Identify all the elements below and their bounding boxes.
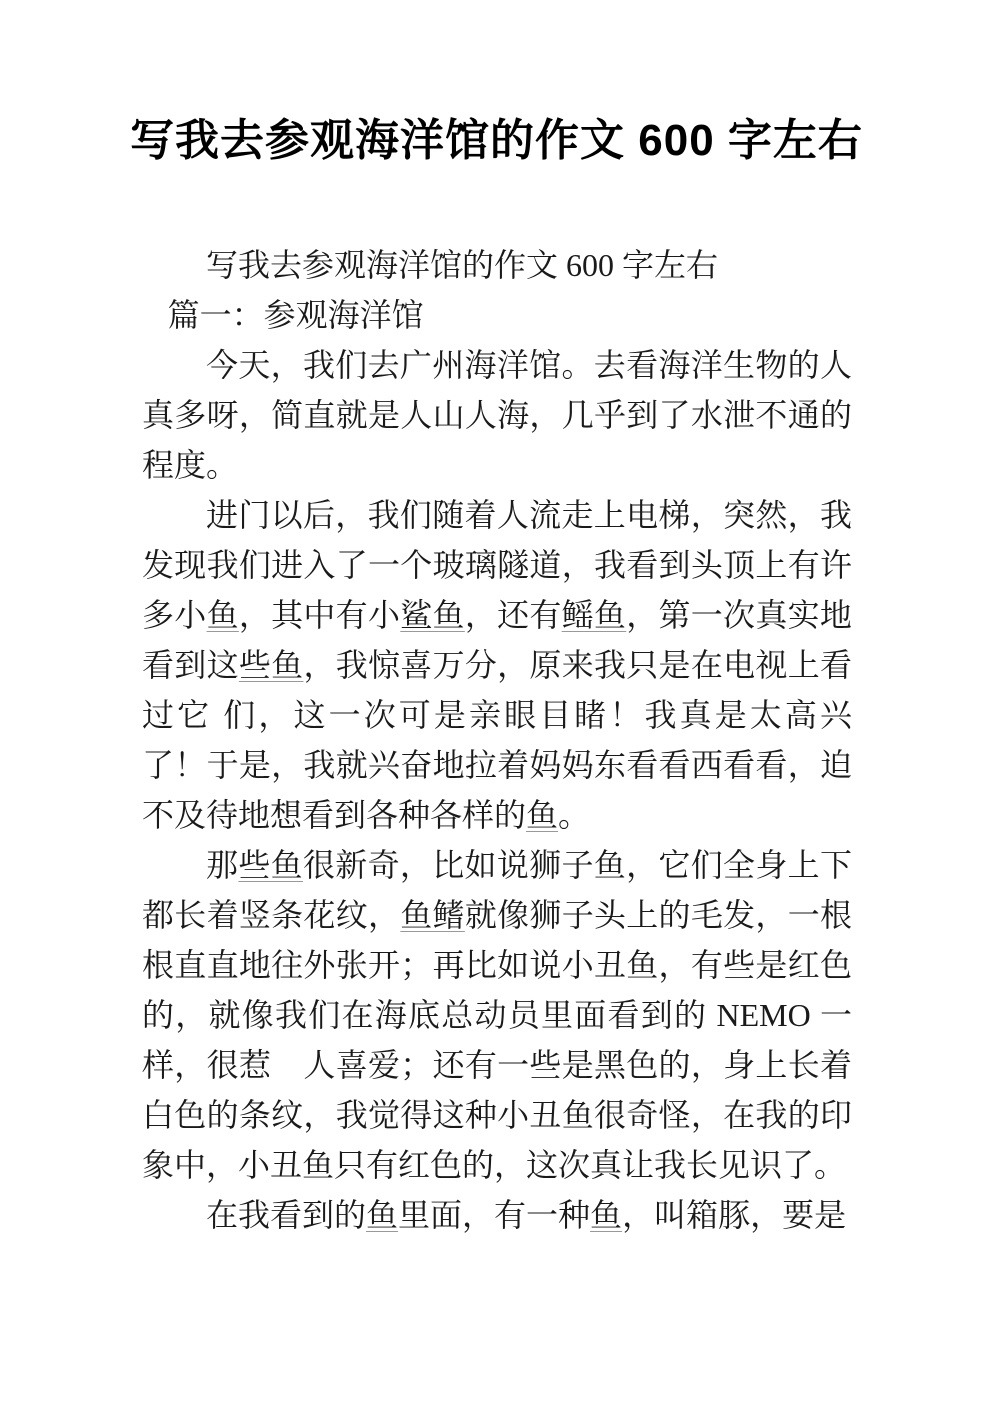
text-run: 写我去参观海洋馆的作文 600 字左右 xyxy=(206,247,719,283)
proofing-underlined-text: 鱼 xyxy=(526,797,559,833)
text-run: ，第一次真实地看到这 xyxy=(142,597,852,683)
text-run: 很新奇，比如说狮子鱼，它们全身上下都长着竖条花纹， xyxy=(142,847,852,933)
text-run: 今天，我们去广州海洋馆。去看海洋生物的人真多呀，简直就是人山人海，几乎到了水泄不通的程度。 xyxy=(142,347,852,483)
text-run: ，叫箱豚，要是 xyxy=(622,1197,847,1233)
text-run: ，其中有小 xyxy=(238,597,401,633)
intro-line xyxy=(142,240,852,290)
paragraph-1 xyxy=(142,340,852,490)
text-run: 里面，有一种 xyxy=(398,1197,591,1233)
text-run: 那 xyxy=(206,847,239,883)
document-title: 写我去参观海洋馆的作文 600 字左右 xyxy=(130,116,863,165)
proofing-underlined-text: 些鱼 xyxy=(238,847,303,883)
text-run: 篇一：参观海洋馆 xyxy=(167,297,424,333)
proofing-underlined-text: 鱼鳍 xyxy=(400,897,465,933)
essay-body xyxy=(142,240,852,1240)
proofing-underlined-text: 鳐鱼 xyxy=(561,597,627,633)
proofing-underlined-text: 鱼 xyxy=(590,1197,623,1233)
section-heading xyxy=(142,290,852,340)
proofing-underlined-text: 鲨鱼 xyxy=(400,597,465,633)
paragraph-2 xyxy=(142,490,852,840)
text-run: 在我看到的 xyxy=(206,1197,367,1233)
proofing-underlined-text: 鱼 xyxy=(206,597,239,633)
text-run: 就像狮子头上的毛发，一根根直直地往外张开；再比如说小丑鱼，有些是红色的，就像我们在海底总动员里面看到的 NEMO 一样，很惹 人喜爱；还有一些是黑色的，身上长着白色的条纹，我觉得这种小丑鱼很奇怪，在我的印象中，小丑鱼只有红色的，这次真让我长见识了。 xyxy=(142,897,852,1183)
proofing-underlined-text: 鱼 xyxy=(366,1197,399,1233)
proofing-underlined-text: 些鱼 xyxy=(238,647,304,683)
text-run: 进门以后，我们随着人流走上电梯，突然，我发现我们进入了一个玻璃隧道，我看到头顶上有许多小 xyxy=(142,497,852,633)
paragraph-3 xyxy=(142,840,852,1190)
paragraph-4 xyxy=(142,1190,852,1240)
text-run: ，还有 xyxy=(464,597,562,633)
text-run: ，我惊喜万分，原来我只是在电视上看过它 们，这一次可是亲眼目睹！我真是太高兴了！于是，我就兴奋地拉着妈妈东看看西看看，迫不及待地想看到各种各样的 xyxy=(142,647,852,833)
text-run: 。 xyxy=(558,797,591,833)
